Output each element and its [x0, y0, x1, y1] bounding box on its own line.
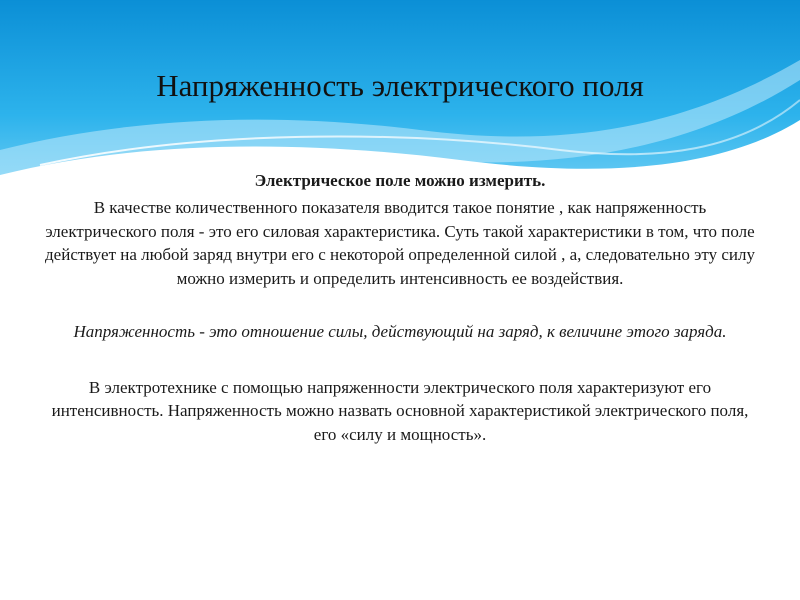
- paragraph-electrotechnics: В электротехнике с помощью напряженности электрического поля характеризуют его интенсивность. Напряженность можно назвать основной характеристикой электрического поля, его «силу и мощность».: [51, 377, 749, 444]
- slide-title: Напряженность электрического поля: [156, 68, 644, 103]
- paragraph-intro: В качестве количественного показателя вводится такое понятие , как напряженность электрического поля - это его силовая характеристика. Суть такой характеристики в том, что поле действует на любой заряд внутри его с некоторой определенной силой , а, следовательно эту силу можно измерить и определить интенсивность ее воздействия.: [45, 198, 755, 288]
- slide-body: [40, 170, 760, 446]
- lead-text: Электрическое поле можно измерить.: [254, 171, 546, 190]
- definition-text: Напряженность - это отношение силы, действующий на заряд, к величине этого заряда.: [73, 322, 727, 341]
